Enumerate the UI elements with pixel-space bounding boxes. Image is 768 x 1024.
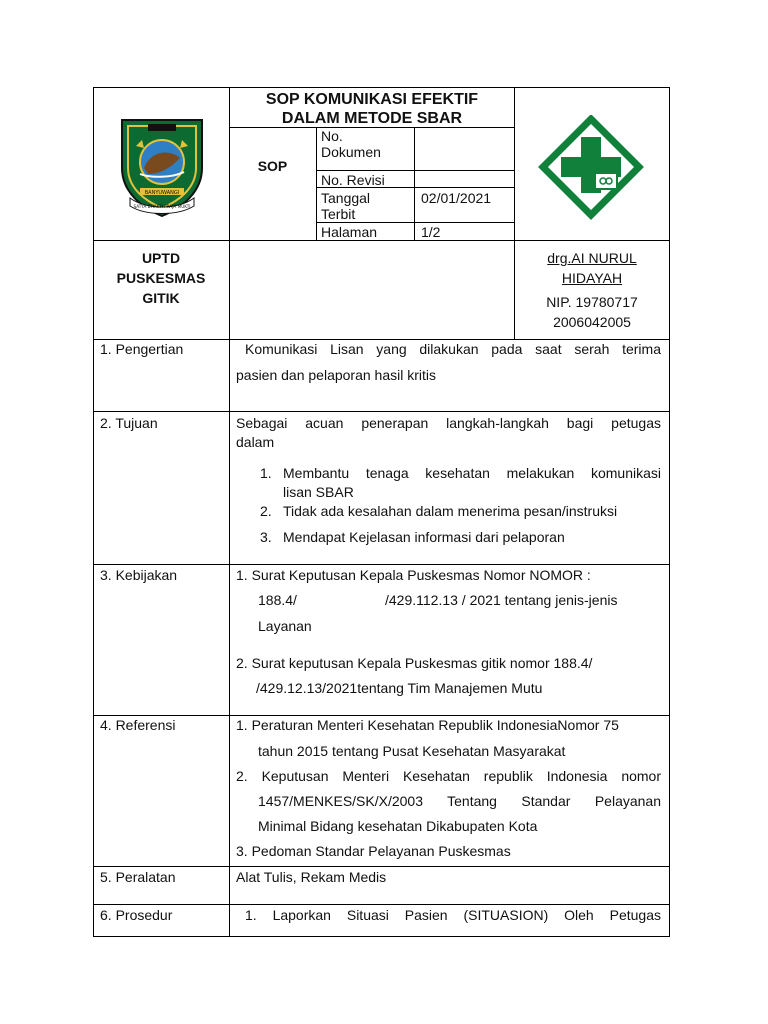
referensi-item-2-line-3: Minimal Bidang kesehatan Dikabupaten Kota — [258, 818, 538, 834]
prosedur-item-1-line-1: 1. Laporkan Situasi Pasien (SITUASION) Oleh Petugas — [245, 907, 661, 923]
field-value-halaman: 1/2 — [421, 224, 441, 240]
kebijakan-item-1-line-3: Layanan — [258, 618, 312, 634]
signatory-nip-line-1: NIP. 19780717 — [546, 294, 638, 310]
signatory-nip-line-2: 2006042005 — [553, 314, 631, 330]
field-label-tanggal-terbit: Tanggal Terbit — [321, 190, 371, 222]
sop-label: SOP — [257, 158, 288, 174]
regency-emblem-icon — [116, 116, 208, 220]
table-border — [93, 87, 94, 937]
kebijakan-item-1-line-1: 1. Surat Keputusan Kepala Puskesmas Nomor NOMOR : — [236, 567, 591, 583]
referensi-item-1-line-2: tahun 2015 tentang Pusat Kesehatan Masyarakat — [258, 743, 566, 759]
peralatan-value: Alat Tulis, Rekam Medis — [236, 869, 387, 885]
table-border — [93, 936, 670, 937]
tujuan-item-2-line-1: Tidak ada kesalahan dalam menerima pesan/instruksi — [283, 503, 618, 519]
section-label-pengertian: 1. Pengertian — [100, 341, 184, 357]
table-border — [669, 87, 670, 937]
tujuan-intro-line-1: Sebagai acuan penerapan langkah-langkah bagi petugas — [236, 415, 661, 431]
table-border — [414, 127, 415, 241]
table-border — [93, 339, 670, 340]
tujuan-item-2-number: 2. — [260, 503, 272, 519]
table-border — [93, 904, 670, 905]
tujuan-intro-line-2: dalam — [236, 434, 275, 450]
tujuan-item-1-line-1: Membantu tenaga kesehatan melakukan komunikasi — [283, 465, 661, 481]
tujuan-item-3-number: 3. — [260, 529, 272, 545]
field-label-halaman: Halaman — [321, 224, 378, 240]
emblem-banner-text: BANYUWANGI — [144, 190, 180, 196]
referensi-item-2-line-1: 2. Keputusan Menteri Kesehatan republik Indonesia nomor — [236, 768, 661, 784]
table-border — [93, 240, 670, 241]
institution-name: UPTD PUSKESMAS GITIK — [116, 250, 206, 306]
section-label-prosedur: 6. Prosedur — [100, 907, 173, 923]
table-border — [93, 564, 670, 565]
section-label-referensi: 4. Referensi — [100, 717, 176, 733]
field-value-tanggal-terbit: 02/01/2021 — [421, 190, 492, 206]
table-border — [93, 411, 670, 412]
document-title — [230, 90, 514, 128]
table-border — [316, 127, 317, 241]
table-border — [93, 715, 670, 716]
table-border — [316, 222, 514, 223]
puskesmas-logo-icon — [537, 115, 645, 221]
tujuan-item-3-line-1: Mendapat Kejelasan informasi dari pelaporan — [283, 529, 565, 545]
signatory — [515, 248, 669, 332]
tujuan-item-1-number: 1. — [260, 465, 272, 481]
table-border — [229, 87, 230, 937]
section-label-kebijakan: 3. Kebijakan — [100, 567, 178, 583]
field-label-no-dokumen: No. Dokumen — [321, 128, 381, 160]
table-border — [93, 87, 670, 88]
kebijakan-item-2-line-2: /429.12.13/2021tentang Tim Manajemen Mutu — [256, 680, 543, 696]
referensi-item-1-line-1: 1. Peraturan Menteri Kesehatan Republik IndonesiaNomor 75 — [236, 717, 619, 733]
pengertian-line-1: Komunikasi Lisan yang dilakukan pada saat serah terima — [245, 341, 661, 357]
kebijakan-item-2-line-1: 2. Surat keputusan Kepala Puskesmas gitik nomor 188.4/ — [236, 655, 593, 671]
signatory-name-line-1: drg.AI NURUL — [547, 250, 637, 266]
table-border — [316, 170, 514, 171]
tujuan-item-1-line-2: lisan SBAR — [283, 484, 354, 500]
kebijakan-item-1-line-2b: /429.112.13 / 2021 tentang jenis-jenis — [385, 592, 618, 608]
referensi-item-2-line-2: 1457/MENKES/SK/X/2003 Tentang Standar Pelayanan — [258, 793, 661, 809]
document-title-line-2: DALAM METODE SBAR — [281, 110, 463, 127]
table-border — [93, 866, 670, 867]
section-label-peralatan: 5. Peralatan — [100, 869, 176, 885]
signatory-name-line-2: HIDAYAH — [561, 270, 623, 286]
emblem-motto-text: SATYA BHAKTI PRAJA MUKTI — [133, 204, 191, 209]
section-label-tujuan: 2. Tujuan — [100, 415, 158, 431]
field-label-no-revisi: No. Revisi — [321, 172, 385, 188]
kebijakan-item-1-line-2a: 188.4/ — [258, 592, 297, 608]
referensi-item-3-line-1: 3. Pedoman Standar Pelayanan Puskesmas — [236, 843, 511, 859]
document-title-line-1: SOP KOMUNIKASI EFEKTIF — [265, 91, 479, 108]
pengertian-line-2: pasien dan pelaporan hasil kritis — [236, 367, 437, 383]
